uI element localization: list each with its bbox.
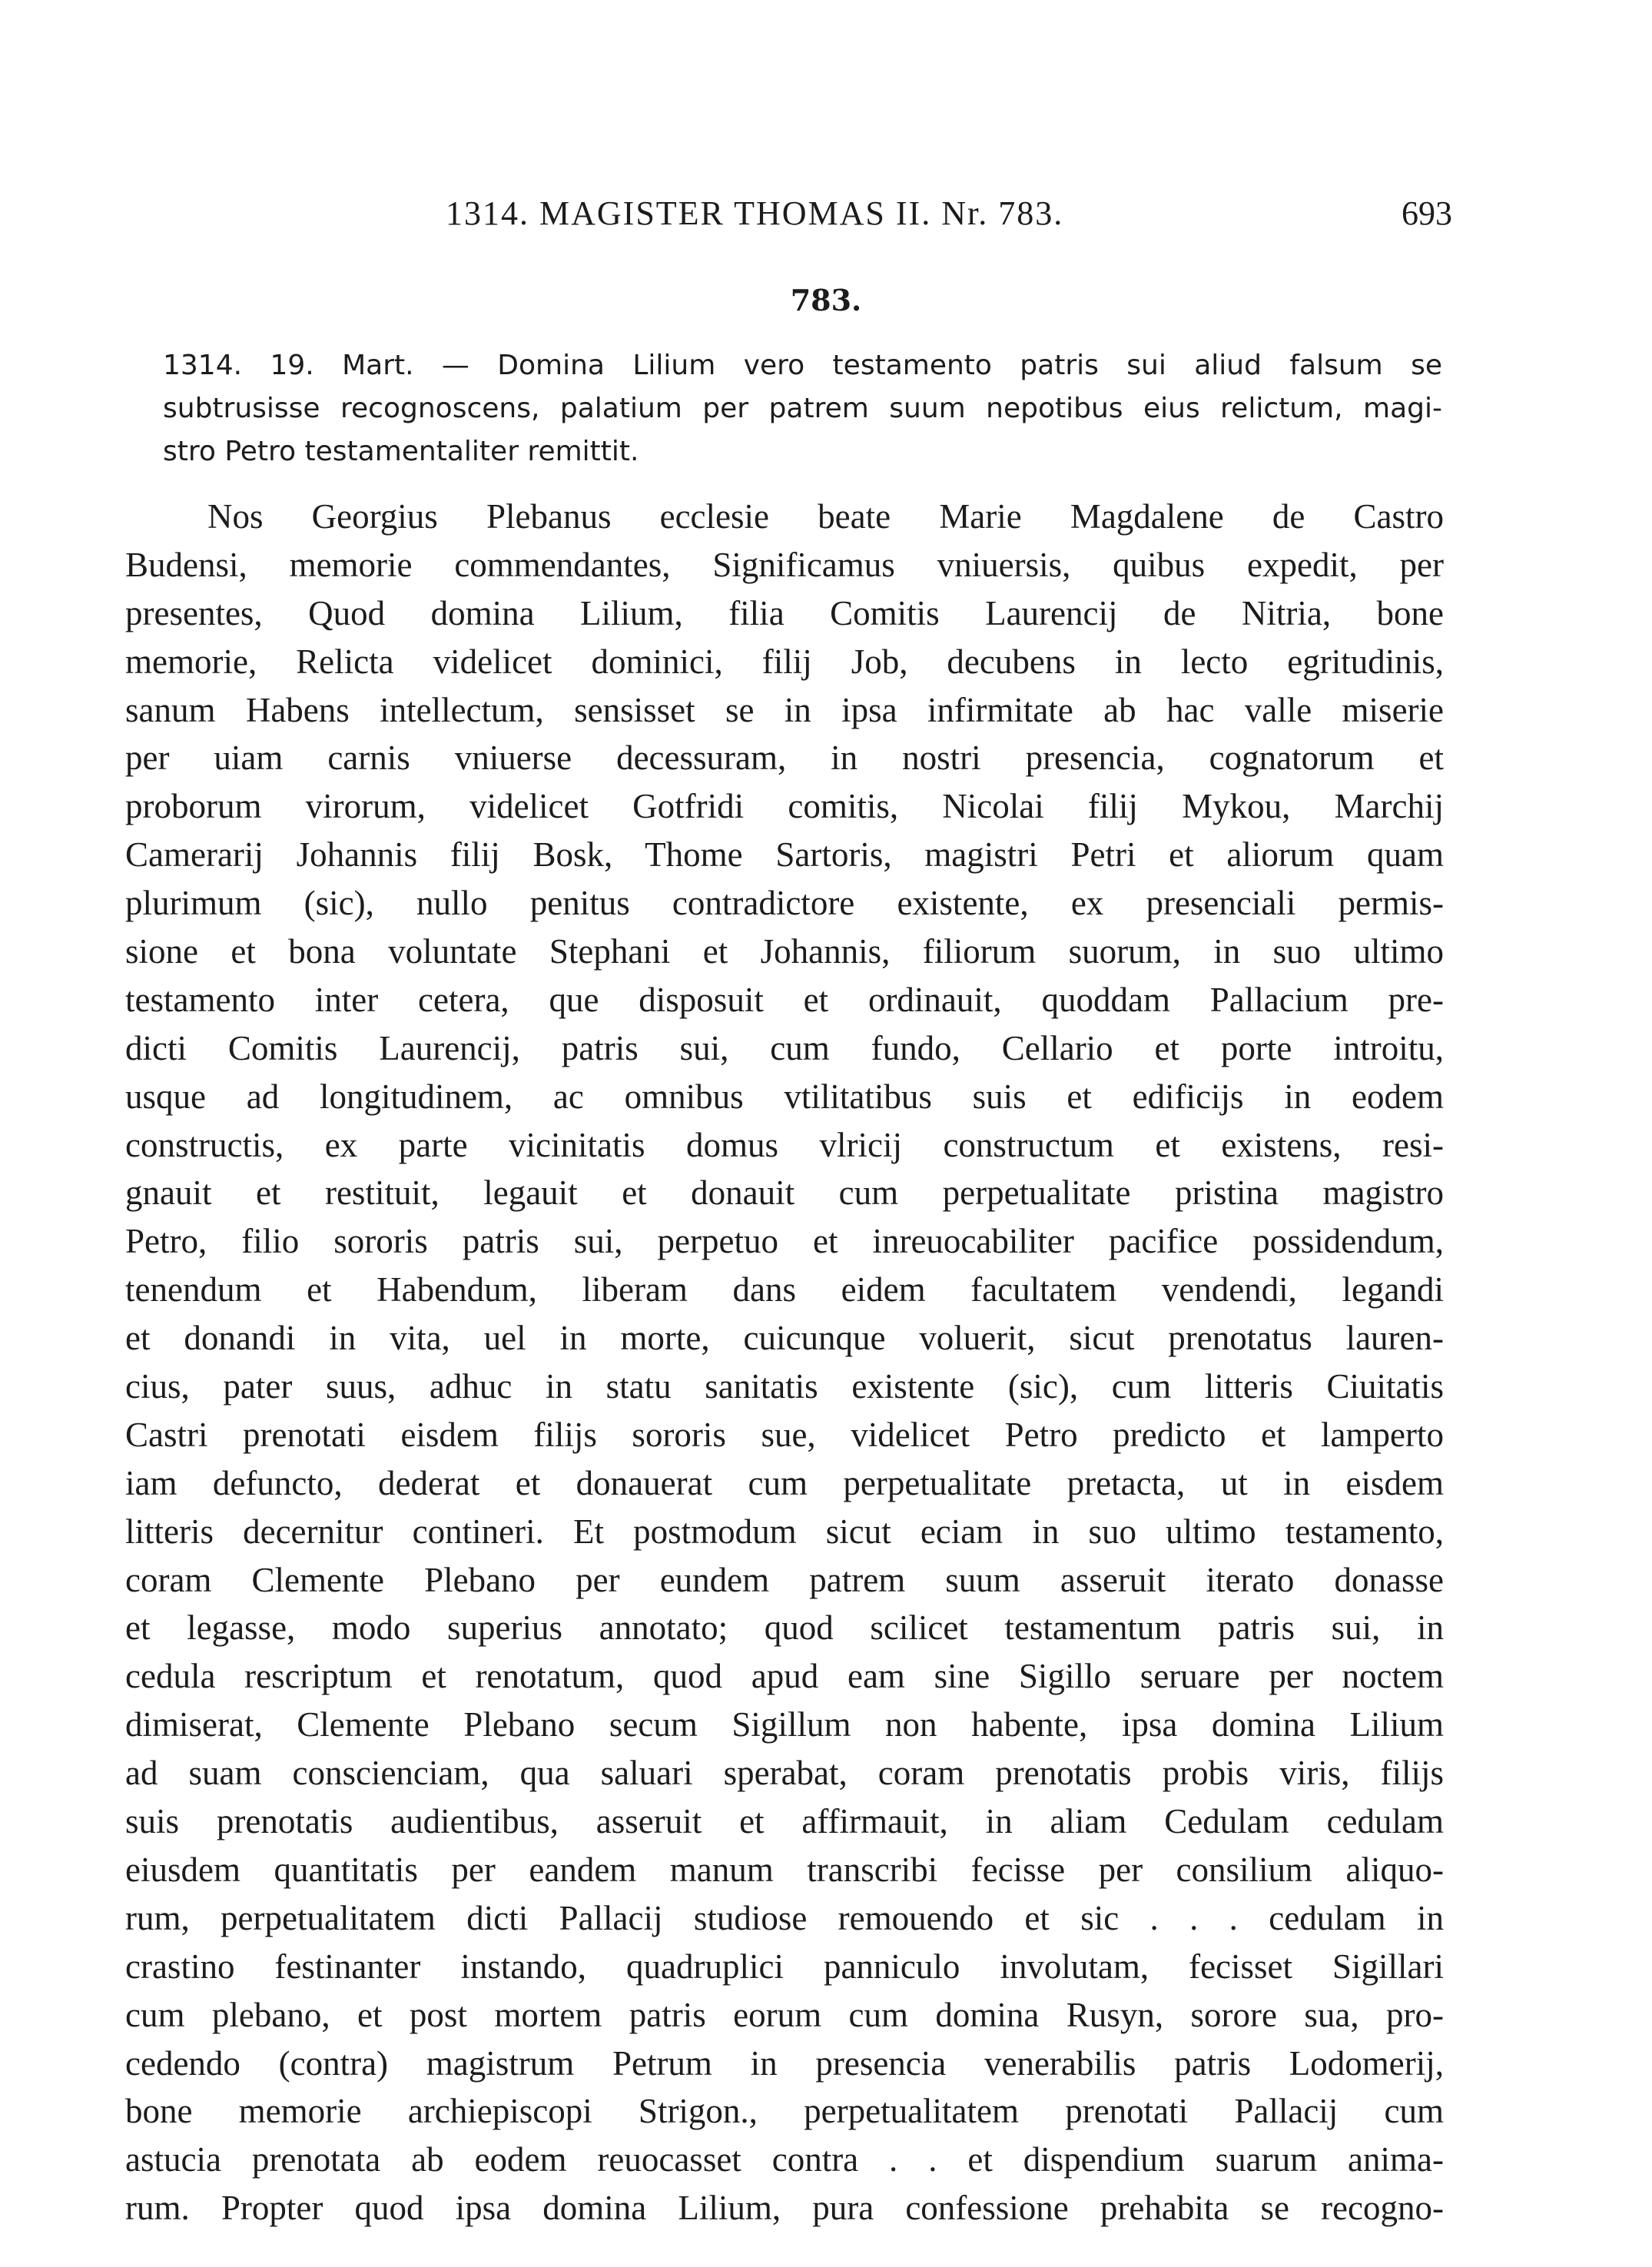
text-line: tenendum et Habendum, liberam dans eidem facultatem vendendi, legandi [125,1270,1444,1309]
running-header [446,194,1452,240]
text-line: proborum virorum, videlicet Gotfridi comitis, Nicolai filij Mykou, Marchij [125,787,1444,826]
text-line: et donandi in vita, uel in morte, cuicunque voluerit, sicut prenotatus lauren- [125,1319,1444,1358]
text-line: coram Clemente Plebano per eundem patrem suum asseruit iterato donasse [125,1560,1444,1599]
text-line: sanum Habens intellectum, sensisset se in ipsa infirmitate ab hac valle miserie [125,690,1444,729]
regest-summary [163,344,1442,473]
regest-line: subtrusisse recognoscens, palatium per patrem suum nepotibus eius relictum, magi- [163,393,1442,424]
text-line: dimiserat, Clemente Plebano secum Sigillum non habente, ipsa domina Lilium [125,1705,1444,1744]
text-line: cedendo (contra) magistrum Petrum in presencia venerabilis patris Lodomerij, [125,2043,1444,2083]
text-line: Castri prenotati eisdem filijs sororis sue, videlicet Petro predicto et lamperto [125,1415,1444,1454]
text-line: plurimum (sic), nullo penitus contradictore existente, ex presenciali permis- [125,884,1444,923]
text-line: et legasse, modo superius annotato; quod scilicet testamentum patris sui, in [125,1608,1444,1648]
text-line: Nos Georgius Plebanus ecclesie beate Marie Magdalene de Castro [207,497,1444,536]
text-line: testamento inter cetera, que disposuit et ordinauit, quoddam Pallacium pre- [125,980,1444,1019]
text-line: constructis, ex parte vicinitatis domus vlricij constructum et existens, resi- [125,1125,1444,1164]
text-line: suis prenotatis audientibus, asseruit et affirmauit, in aliam Cedulam cedulam [125,1802,1444,1841]
running-title: 1314. MAGISTER THOMAS II. Nr. 783. [446,194,1064,232]
text-line: dicti Comitis Laurencij, patris sui, cum fundo, Cellario et porte introitu, [125,1028,1444,1067]
text-line: eiusdem quantitatis per eandem manum transcribi fecisse per consilium aliquo- [125,1850,1444,1889]
text-line: crastino festinanter instando, quadruplici panniculo involutam, fecisset Sigillari [125,1947,1444,1986]
text-line: Budensi, memorie commendantes, Significamus vniuersis, quibus expedit, per [125,545,1444,584]
text-line: Petro, filio sororis patris sui, perpetuo et inreuocabiliter pacifice possidendum, [125,1222,1444,1261]
text-line: rum. Propter quod ipsa domina Lilium, pura confessione prehabita se recogno- [125,2189,1444,2228]
text-line: gnauit et restituit, legauit et donauit cum perpetualitate pristina magistro [125,1173,1444,1213]
text-line: astucia prenotata ab eodem reuocasset contra . . et dispendium suarum anima- [125,2140,1444,2179]
text-line: iam defuncto, dederat et donauerat cum perpetualitate pretacta, ut in eisdem [125,1463,1444,1502]
text-line: usque ad longitudinem, ac omnibus vtilitatibus suis et edificijs in eodem [125,1077,1444,1116]
text-line: presentes, Quod domina Lilium, filia Comitis Laurencij de Nitria, bone [125,593,1444,632]
text-line: per uiam carnis vniuerse decessuram, in nostri presencia, cognatorum et [125,739,1444,778]
text-line: sione et bona voluntate Stephani et Johannis, filiorum suorum, in suo ultimo [125,932,1444,971]
text-line: rum, perpetualitatem dicti Pallacij studiose remouendo et sic . . . cedulam in [125,1898,1444,1937]
text-line: cum plebano, et post mortem patris eorum cum domina Rusyn, sorore sua, pro- [125,1995,1444,2034]
text-line: litteris decernitur contineri. Et postmodum sicut eciam in suo ultimo testamento, [125,1512,1444,1551]
text-line: bone memorie archiepiscopi Strigon., perpetualitatem prenotati Pallacij cum [125,2092,1444,2131]
regest-line: 1314. 19. Mart. — Domina Lilium vero testamento patris sui aliud falsum se [163,350,1442,381]
text-line: Camerarij Johannis filij Bosk, Thome Sartoris, magistri Petri et aliorum quam [125,835,1444,875]
charter-text [125,493,1444,2232]
page-number: 693 [1402,194,1452,232]
text-line: memorie, Relicta videlicet dominici, filij Job, decubens in lecto egritudinis, [125,642,1444,681]
text-line: cedula rescriptum et renotatum, quod apud eam sine Sigillo seruare per noctem [125,1657,1444,1696]
text-line: cius, pater suus, adhuc in statu sanitatis existente (sic), cum litteris Ciuitatis [125,1367,1444,1406]
text-line: ad suam conscienciam, qua saluari sperabat, coram prenotatis probis viris, filijs [125,1754,1444,1793]
document-number: 783. [790,283,862,317]
regest-line: stro Petro testamentaliter remittit. [163,436,639,467]
